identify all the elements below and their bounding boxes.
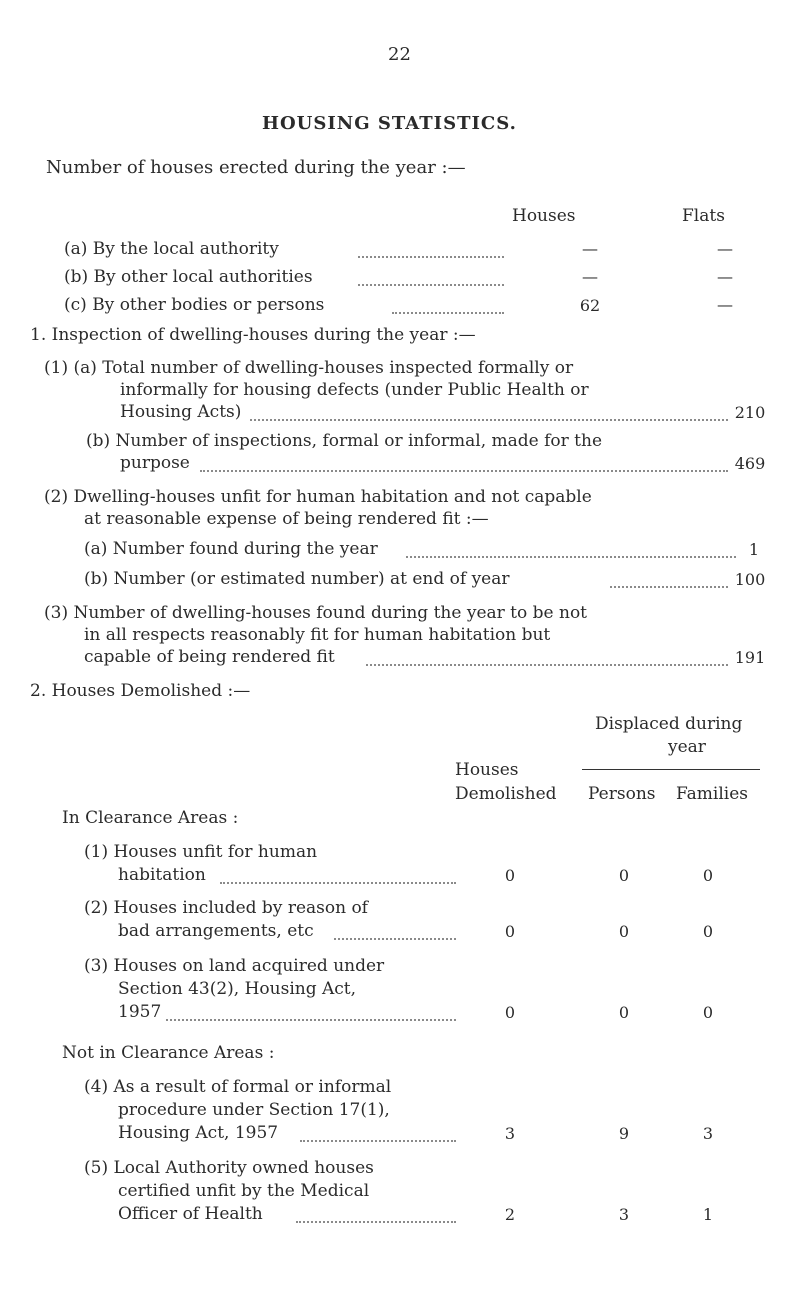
demolished-r5-houses: 2: [504, 1205, 516, 1224]
leader-dots: [358, 256, 504, 258]
inspection-2b-label: (b) Number (or estimated number) at end of year: [84, 569, 510, 589]
inspection-3-line1: (3) Number of dwelling-houses found during the year to be not: [44, 603, 588, 623]
demolished-r3-line2: Section 43(2), Housing Act,: [118, 979, 357, 999]
erected-row-b-houses: —: [582, 267, 598, 286]
inspection-1b-line2: purpose: [120, 453, 190, 473]
inspection-1a-value: 210: [734, 403, 766, 422]
inspection-3-value: 191: [734, 648, 766, 667]
col-houses-line1: Houses: [455, 760, 519, 780]
inspection-1a-line2: informally for housing defects (under Public Health or: [120, 380, 589, 400]
inspection-2-line1: (2) Dwelling-houses unfit for human habitation and not capable: [44, 487, 592, 507]
erected-col-houses: Houses: [512, 206, 576, 226]
erected-row-b-label: (b) By other local authorities: [64, 267, 313, 287]
leader-dots: [358, 284, 504, 286]
inspection-1b-line1: (b) Number of inspections, formal or informal, made for the: [86, 431, 603, 451]
inspection-1a-line1: (1) (a) Total number of dwelling-houses inspected formally or: [44, 358, 574, 378]
inspection-2a-label: (a) Number found during the year: [84, 539, 378, 559]
demolished-r4-houses: 3: [504, 1124, 516, 1143]
col-displaced-line1: Displaced during: [595, 714, 743, 734]
demolished-r2-persons: 0: [618, 922, 630, 941]
erected-row-a-label: (a) By the local authority: [64, 239, 279, 259]
demolished-r1-families: 0: [702, 866, 714, 885]
demolished-r2-line1: (2) Houses included by reason of: [84, 898, 368, 918]
inspection-3-line2: in all respects reasonably fit for human habitation but: [84, 625, 551, 645]
leader-dots: [250, 419, 728, 421]
inspection-2b-value: 100: [734, 570, 766, 589]
inspection-3-line3: capable of being rendered fit: [84, 647, 335, 667]
inspection-heading: 1. Inspection of dwelling-houses during the year :—: [30, 325, 476, 345]
erected-row-a-flats: —: [717, 239, 733, 258]
not-clearance-heading: Not in Clearance Areas :: [62, 1043, 275, 1063]
leader-dots: [366, 664, 728, 666]
demolished-r5-persons: 3: [618, 1205, 630, 1224]
col-displaced-line2: year: [668, 737, 706, 757]
leader-dots: [610, 586, 728, 588]
inspection-1a-line3: Housing Acts): [120, 402, 242, 422]
demolished-r1-line1: (1) Houses unfit for human: [84, 842, 318, 862]
demolished-heading: 2. Houses Demolished :—: [30, 681, 251, 701]
inspection-2a-value: 1: [748, 540, 760, 559]
col-persons: Persons: [588, 784, 656, 804]
erected-col-flats: Flats: [682, 206, 725, 226]
page-number: 22: [388, 44, 411, 65]
demolished-r1-persons: 0: [618, 866, 630, 885]
demolished-r3-line3: 1957: [118, 1002, 162, 1022]
inspection-2-line2: at reasonable expense of being rendered fit :—: [84, 509, 489, 529]
demolished-r2-families: 0: [702, 922, 714, 941]
demolished-r4-line2: procedure under Section 17(1),: [118, 1100, 390, 1120]
erected-row-c-houses: 62: [579, 296, 601, 315]
leader-dots: [334, 938, 456, 940]
erected-row-a-houses: —: [582, 239, 598, 258]
erected-row-c-flats: —: [717, 295, 733, 314]
leader-dots: [220, 882, 456, 884]
leader-dots: [296, 1221, 456, 1223]
erected-row-b-flats: —: [717, 267, 733, 286]
leader-dots: [166, 1019, 456, 1021]
demolished-r1-line2: habitation: [118, 865, 206, 885]
header-rule: [582, 769, 760, 770]
demolished-r3-families: 0: [702, 1003, 714, 1022]
page-title: HOUSING STATISTICS.: [262, 113, 517, 134]
demolished-r5-families: 1: [702, 1205, 714, 1224]
erected-heading: Number of houses erected during the year :—: [46, 157, 466, 178]
col-houses-line2: Demolished: [455, 784, 557, 804]
demolished-r2-houses: 0: [504, 922, 516, 941]
demolished-r1-houses: 0: [504, 866, 516, 885]
demolished-r4-persons: 9: [618, 1124, 630, 1143]
demolished-r4-line1: (4) As a result of formal or informal: [84, 1077, 392, 1097]
demolished-r4-families: 3: [702, 1124, 714, 1143]
leader-dots: [200, 470, 728, 472]
demolished-r3-houses: 0: [504, 1003, 516, 1022]
demolished-r5-line3: Officer of Health: [118, 1204, 263, 1224]
demolished-r4-line3: Housing Act, 1957: [118, 1123, 279, 1143]
clearance-heading: In Clearance Areas :: [62, 808, 239, 828]
demolished-r3-persons: 0: [618, 1003, 630, 1022]
leader-dots: [406, 556, 736, 558]
inspection-1b-value: 469: [734, 454, 766, 473]
demolished-r5-line1: (5) Local Authority owned houses: [84, 1158, 374, 1178]
col-families: Families: [676, 784, 748, 804]
demolished-r3-line1: (3) Houses on land acquired under: [84, 956, 385, 976]
erected-row-c-label: (c) By other bodies or persons: [64, 295, 325, 315]
leader-dots: [300, 1140, 456, 1142]
leader-dots: [392, 312, 504, 314]
demolished-r2-line2: bad arrangements, etc: [118, 921, 314, 941]
demolished-r5-line2: certified unfit by the Medical: [118, 1181, 370, 1201]
